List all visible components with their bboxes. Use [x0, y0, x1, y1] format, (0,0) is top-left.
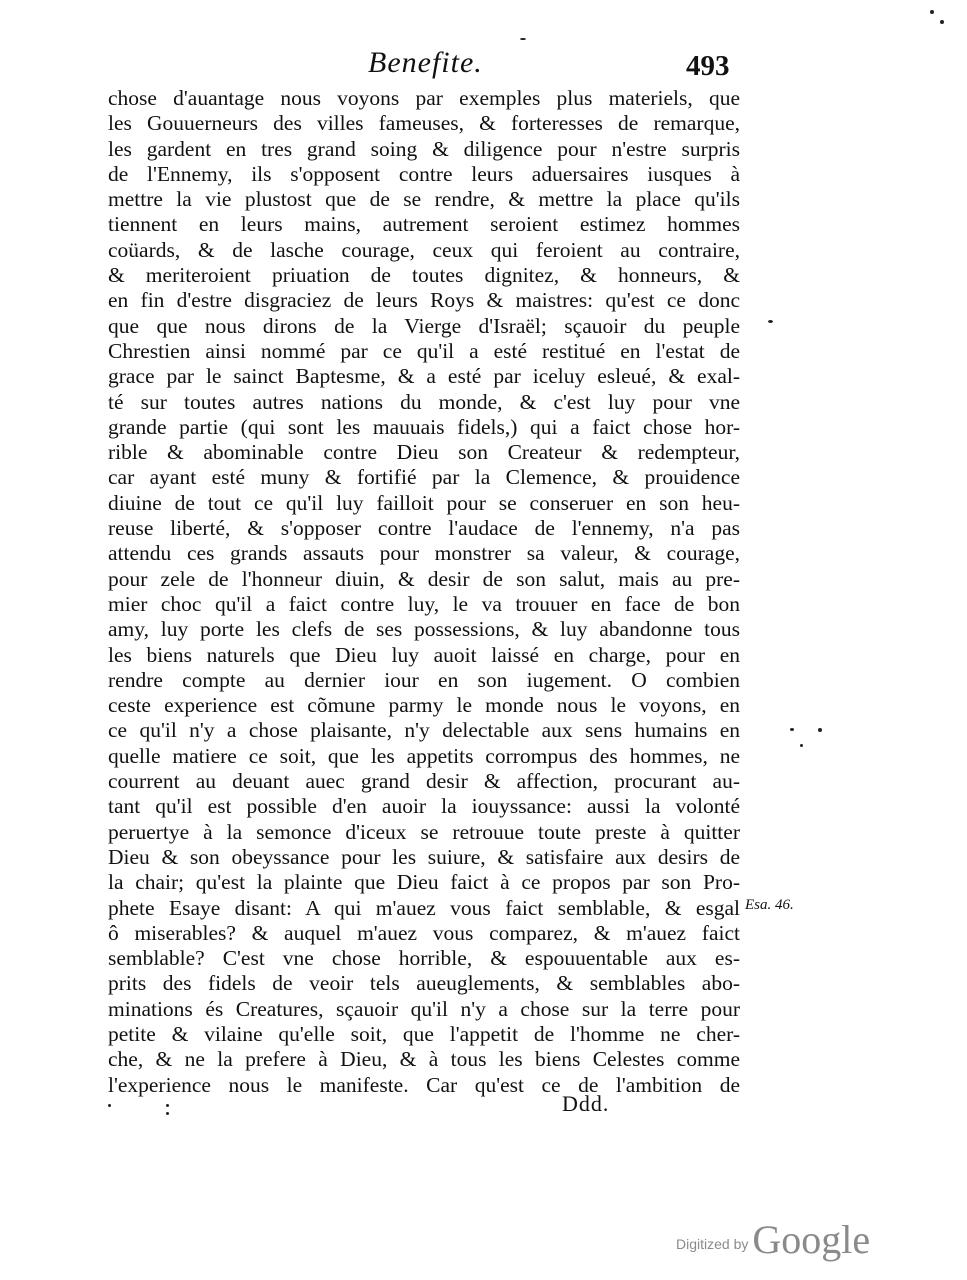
text-line: les gardent en tres grand soing & diligence pour n'estre surpris	[108, 136, 740, 161]
text-line: prits des fidels de veoir tels aueuglements, & semblables abo-	[108, 971, 740, 996]
text-line: rible & abominable contre Dieu son Createur & redempteur,	[108, 440, 740, 465]
text-line: attendu ces grands assauts pour monstrer sa valeur, & courage,	[108, 541, 740, 566]
text-line: reuse liberté, & s'opposer contre l'audace de l'ennemy, n'a pas	[108, 516, 740, 541]
scan-speck	[166, 1112, 169, 1115]
text-line: grande partie (qui sont les mauuais fidels,) qui a faict chose hor-	[108, 414, 740, 439]
text-line: minations és Creatures, sçauoir qu'il n'y a chose sur la terre pour	[108, 996, 740, 1021]
text-line: peruertye à la semonce d'iceux se retrouue toute preste à quitter	[108, 819, 740, 844]
running-title: Benefite.	[368, 46, 483, 79]
scan-speck	[108, 1104, 111, 1107]
text-line: Dieu & son obeyssance pour les suiure, & satisfaire aux desirs de	[108, 844, 740, 869]
scan-speck	[790, 728, 794, 731]
page-number: 493	[686, 50, 730, 82]
text-line: phete Esaye disant: A qui m'auez vous faict semblable, & esgal	[108, 895, 740, 920]
text-line: la chair; qu'est la plainte que Dieu faict à ce propos par son Pro-	[108, 870, 740, 895]
text-line: té sur toutes autres nations du monde, & c'est luy pour vne	[108, 389, 740, 414]
text-line: Chrestien ainsi nommé par ce qu'il a esté restitué en l'estat de	[108, 338, 740, 363]
text-line: pour zele de l'honneur diuin, & desir de son salut, mais au pre-	[108, 566, 740, 591]
text-line: les biens naturels que Dieu luy auoit laissé en charge, pour en	[108, 642, 740, 667]
text-line: quelle matiere ce soit, que les appetits corrompus des hommes, ne	[108, 743, 740, 768]
text-line: chose d'auantage nous voyons par exemples plus materiels, que	[108, 86, 740, 110]
scan-speck	[940, 20, 944, 24]
digitized-watermark	[676, 1216, 870, 1263]
text-line: que que nous dirons de la Vierge d'Israël; sçauoir du peuple	[108, 313, 740, 338]
scan-speck	[166, 1104, 169, 1107]
text-line: rendre compte au dernier iour en son iugement. O combien	[108, 667, 740, 692]
text-line: mier choc qu'il a faict contre luy, le va trouuer en face de bon	[108, 591, 740, 616]
text-line: tiennent en leurs mains, autrement seroient estimez hommes	[108, 212, 740, 237]
text-line: tant qu'il est possible d'en auoir la iouyssance: aussi la volonté	[108, 794, 740, 819]
text-line: de l'Ennemy, ils s'opposent contre leurs aduersaires iusques à	[108, 161, 740, 186]
margin-note: Esa. 46.	[745, 897, 794, 913]
text-line: en fin d'estre disgraciez de leurs Roys & maistres: qu'est ce donc	[108, 288, 740, 313]
scan-speck	[800, 744, 803, 747]
text-line: l'experience nous le manifeste. Car qu'est ce de l'ambition de	[108, 1072, 740, 1097]
text-line: & meriteroient priuation de toutes dignitez, & honneurs, &	[108, 263, 740, 288]
signature-mark: Ddd.	[562, 1091, 610, 1116]
watermark-prefix: Digitized by	[676, 1236, 749, 1252]
text-line: petite & vilaine qu'elle soit, que l'appetit de l'homme ne cher-	[108, 1021, 740, 1046]
text-line: courrent au deuant auec grand desir & affection, procurant au-	[108, 769, 740, 794]
google-logo: Google	[752, 1217, 871, 1262]
text-line: amy, luy porte les clefs de ses possessions, & luy abandonne tous	[108, 617, 740, 642]
text-line: grace par le sainct Baptesme, & a esté par iceluy esleué, & exal-	[108, 364, 740, 389]
text-line: ce qu'il n'y a chose plaisante, n'y delectable aux sens humains en	[108, 718, 740, 743]
text-line: semblable? C'est vne chose horrible, & espouuentable aux es-	[108, 946, 740, 971]
text-line: coüards, & de lasche courage, ceux qui feroient au contraire,	[108, 237, 740, 262]
text-line: les Gouuerneurs des villes fameuses, & forteresses de remarque,	[108, 111, 740, 136]
scan-speck	[818, 728, 822, 732]
text-line: mettre la vie plustost que de se rendre, & mettre la place qu'ils	[108, 187, 740, 212]
body-text	[108, 86, 740, 1098]
scan-speck	[768, 320, 773, 323]
scan-speck	[930, 10, 934, 14]
text-line: che, & ne la prefere à Dieu, & à tous les biens Celestes comme	[108, 1047, 740, 1072]
scan-speck	[520, 38, 526, 40]
text-line: car ayant esté muny & fortifié par la Clemence, & prouidence	[108, 465, 740, 490]
text-line: ceste experience est cõmune parmy le monde nous le voyons, en	[108, 693, 740, 718]
text-line: ô miserables? & auquel m'auez vous comparez, & m'auez faict	[108, 920, 740, 945]
text-line: diuine de tout ce qu'il luy failloit pour se conseruer en son heu-	[108, 490, 740, 515]
